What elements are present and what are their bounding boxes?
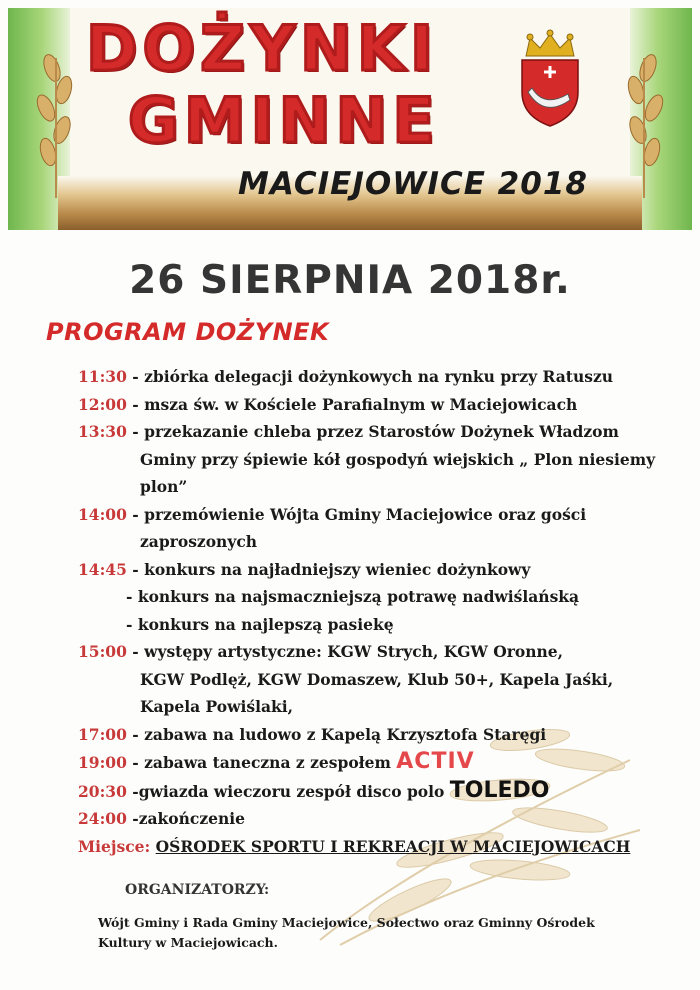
- entry-text: - zabawa taneczna z zespołem: [126, 753, 397, 772]
- entry-text: - przemówienie Wójta Gminy Maciejowice oraz gości: [126, 504, 587, 524]
- schedule-entry: [78, 556, 678, 584]
- entry-time: 20:30: [78, 781, 127, 801]
- entry-time: 13:30: [78, 422, 127, 441]
- entry-text: - przekazanie chleba przez Starostów Dożynek Władzom: [126, 422, 619, 441]
- entry-time: 17:00: [78, 724, 127, 744]
- band-name-toledo: TOLEDO: [449, 777, 550, 803]
- title-line-1: DOŻYNKI: [86, 12, 439, 85]
- venue-entry: [78, 833, 678, 861]
- entry-text-continued: - konkurs na najlepszą pasiekę: [126, 614, 394, 634]
- entry-text-continued: zaproszonych: [140, 532, 258, 551]
- entry-text: - konkurs na najładniejszy wieniec dożynkowy: [126, 559, 531, 579]
- entry-text-continued: plon”: [140, 477, 188, 496]
- entry-text: - występy artystyczne: KGW Strych, KGW Oronne,: [126, 642, 564, 661]
- event-date: 26 SIERPNIA 2018r.: [129, 258, 571, 303]
- schedule-entry: [78, 363, 678, 391]
- program-title: PROGRAM DOŻYNEK: [46, 318, 330, 346]
- title-line-2: GMINNE: [128, 84, 440, 157]
- entry-time: 24:00: [78, 809, 127, 828]
- schedule-entry: [78, 638, 678, 666]
- organizers-text: Wójt Gminy i Rada Gminy Maciejowice, Sołectwo oraz Gminny Ośrodek Kultury w Maciejowicach.: [98, 915, 595, 950]
- schedule-entry: [78, 418, 678, 446]
- entry-time: 14:00: [78, 504, 127, 524]
- entry-text: -zakończenie: [126, 809, 246, 828]
- entry-text: - msza św. w Kościele Parafialnym w Maciejowicach: [126, 394, 578, 414]
- schedule-entry: [78, 501, 678, 529]
- entry-time: 19:00: [78, 753, 127, 772]
- band-name-activ: ACTIV: [396, 749, 475, 774]
- venue-label: Miejsce:: [78, 836, 151, 856]
- schedule-entry: [78, 721, 678, 749]
- entry-text: - zabawa na ludowo z Kapelą Krzysztofa Staręgi: [126, 724, 547, 744]
- entry-text-continued: Gminy przy śpiewie kół gospodyń wiejskich „ Plon niesiemy: [140, 449, 656, 469]
- entry-time: 15:00: [78, 642, 127, 661]
- entry-time: 12:00: [78, 394, 127, 414]
- organizers-title: ORGANIZATORZY:: [125, 882, 270, 898]
- entry-text: - zbiórka delegacji dożynkowych na rynku przy Ratuszu: [126, 367, 614, 386]
- subtitle: MACIEJOWICE 2018: [238, 166, 588, 202]
- entry-text: -gwiazda wieczoru zespół disco polo: [126, 781, 450, 801]
- entry-text-continued: Kapela Powiślaki,: [140, 697, 294, 716]
- coat-of-arms-icon: [514, 28, 586, 128]
- schedule-entry: [78, 777, 678, 806]
- program-schedule: [78, 363, 678, 860]
- header-banner: [8, 8, 692, 230]
- entry-text-continued: - konkurs na najsmaczniejszą potrawę nadwiślańską: [126, 587, 580, 606]
- venue-name: OŚRODEK SPORTU I REKREACJI W MACIEJOWICACH: [155, 836, 631, 856]
- entry-text-continued: KGW Podlęż, KGW Domaszew, Klub 50+, Kapela Jaśki,: [140, 669, 614, 689]
- entry-time: 11:30: [78, 367, 127, 386]
- schedule-entry: [78, 748, 678, 777]
- schedule-entry: [78, 805, 678, 833]
- entry-time: 14:45: [78, 559, 127, 579]
- schedule-entry: [78, 391, 678, 419]
